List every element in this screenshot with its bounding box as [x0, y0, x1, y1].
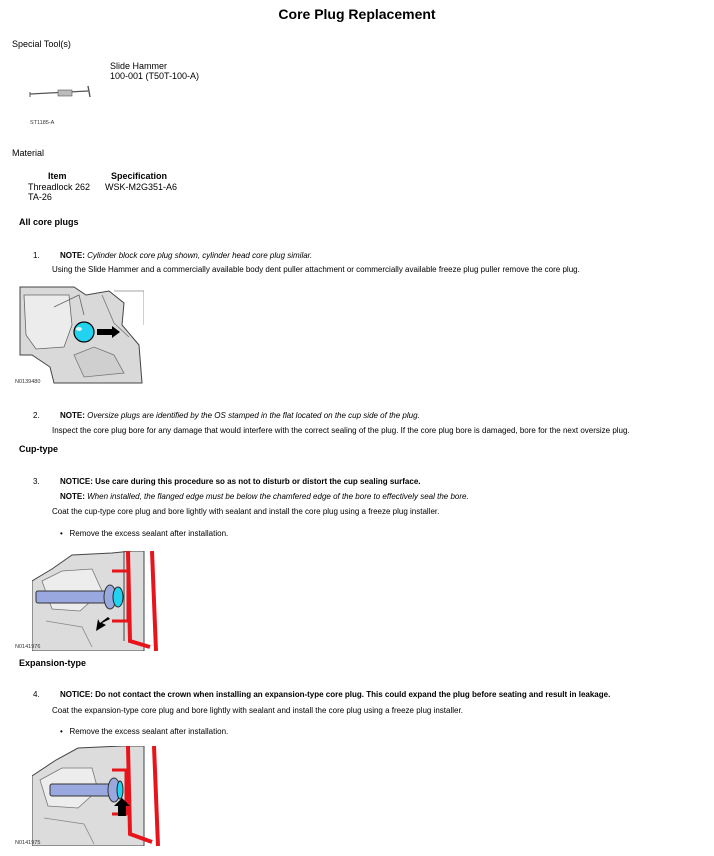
step-notice: NOTICE: Use care during this procedure so as not to disturb or distort the cup sealing surface. — [60, 477, 421, 486]
material-heading: Material — [12, 148, 45, 158]
material-col-item: Item — [48, 171, 67, 181]
step-note — [60, 411, 420, 420]
note-label: NOTE: — [60, 411, 85, 420]
bullet-item — [60, 529, 228, 538]
bullet-item — [60, 727, 228, 736]
step-note — [60, 251, 312, 260]
step-body: Coat the cup-type core plug and bore lightly with sealant and install the core plug using a freeze plug installer. — [52, 507, 440, 516]
figure-cup-plug-install — [32, 551, 162, 651]
section-heading-all-core-plugs: All core plugs — [19, 217, 79, 227]
step-notice: NOTICE: Do not contact the crown when installing an expansion-type core plug. This could expand the plug before seating and result in leakage. — [60, 690, 611, 699]
step-number: 3. — [33, 477, 40, 486]
step-number: 4. — [33, 690, 40, 699]
figure-expansion-plug-install — [32, 746, 162, 846]
step-body: Coat the expansion-type core plug and bore lightly with sealant and install the core plug using a freeze plug installer. — [52, 706, 463, 715]
bullet-text: Remove the excess sealant after installation. — [69, 727, 229, 736]
note-text: When installed, the flanged edge must be below the chamfered edge of the bore to effectively seal the bore. — [87, 492, 469, 501]
figure-id: N0141975 — [15, 840, 41, 846]
step-number: 1. — [33, 251, 40, 260]
tool-name: Slide Hammer — [110, 61, 168, 71]
step-body: Using the Slide Hammer and a commercially available body dent puller attachment or commercially available freeze plug puller remove the core plug. — [52, 265, 580, 274]
step-body: Inspect the core plug bore for any damage that would interfere with the correct sealing of the plug. If the core plug bore is damaged, bore for the next oversize plug. — [52, 426, 630, 435]
note-label: NOTE: — [60, 492, 85, 501]
tool-figure-id: ST1185-A — [30, 120, 55, 126]
figure-core-plug-removal — [14, 285, 144, 385]
figure-id: N0141976 — [15, 644, 41, 650]
bullet-icon: • — [60, 529, 63, 538]
note-text: Oversize plugs are identified by the OS stamped in the flat located on the cup side of the plug. — [87, 411, 420, 420]
material-spec: WSK-M2G351-A6 — [105, 182, 178, 192]
step-number: 2. — [33, 411, 40, 420]
slide-hammer-figure — [28, 80, 98, 102]
step-note — [60, 492, 469, 501]
tool-number: 100-001 (T50T-100-A) — [110, 71, 200, 81]
bullet-icon: • — [60, 727, 63, 736]
note-text: Cylinder block core plug shown, cylinder head core plug similar. — [87, 251, 313, 260]
material-item-2: TA-26 — [28, 192, 52, 202]
section-heading-cup-type: Cup-type — [19, 444, 58, 454]
page-title: Core Plug Replacement — [278, 6, 436, 22]
special-tools-heading: Special Tool(s) — [12, 39, 71, 49]
material-item: Threadlock 262 — [28, 182, 91, 192]
note-label: NOTE: — [60, 251, 85, 260]
section-heading-expansion-type: Expansion-type — [19, 658, 87, 668]
bullet-text: Remove the excess sealant after installation. — [69, 529, 229, 538]
material-col-spec: Specification — [111, 171, 168, 181]
figure-id: N0139480 — [15, 379, 41, 385]
